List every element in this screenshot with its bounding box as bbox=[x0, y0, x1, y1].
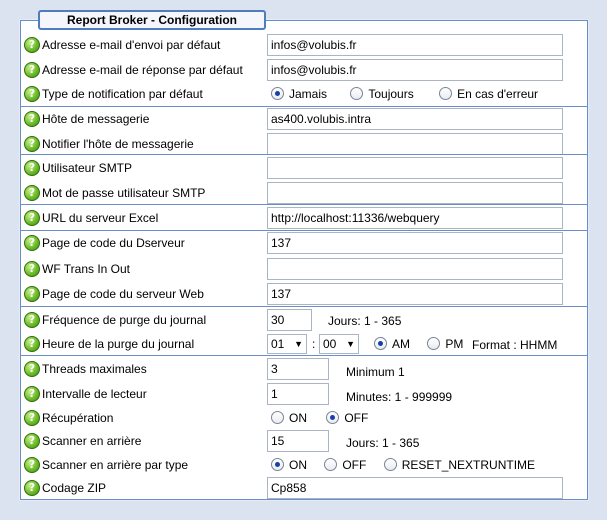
notification-type-label: Type de notification par défaut bbox=[42, 87, 203, 101]
divider bbox=[21, 204, 587, 205]
help-icon[interactable]: ? bbox=[24, 312, 40, 328]
help-icon[interactable]: ? bbox=[24, 37, 40, 53]
help-icon[interactable]: ? bbox=[24, 457, 40, 473]
row-purge-time bbox=[21, 332, 587, 357]
chevron-down-icon: ▼ bbox=[294, 339, 303, 349]
radio-en-cas-erreur[interactable]: En cas d'erreur bbox=[439, 87, 538, 101]
wf-trans-field[interactable] bbox=[267, 258, 563, 280]
background-scan-type-radios bbox=[271, 458, 547, 472]
background-scan-hint: Jours: 1 - 365 bbox=[346, 436, 420, 450]
mail-host-label: Hôte de messagerie bbox=[42, 112, 150, 126]
row-web-codepage bbox=[21, 282, 587, 307]
reply-email-label: Adresse e-mail de réponse par défaut bbox=[42, 63, 243, 77]
radio-scan-off[interactable]: OFF bbox=[324, 458, 366, 472]
help-icon[interactable]: ? bbox=[24, 62, 40, 78]
help-icon[interactable]: ? bbox=[24, 261, 40, 277]
smtp-password-label: Mot de passe utilisateur SMTP bbox=[42, 186, 206, 200]
help-icon[interactable]: ? bbox=[24, 235, 40, 251]
max-threads-label: Threads maximales bbox=[42, 362, 147, 376]
help-icon[interactable]: ? bbox=[24, 160, 40, 176]
radio-scan-on[interactable]: ON bbox=[271, 458, 307, 472]
help-icon[interactable]: ? bbox=[24, 410, 40, 426]
sender-email-label: Adresse e-mail d'envoi par défaut bbox=[42, 38, 221, 52]
row-mail-host bbox=[21, 107, 587, 132]
radio-scan-reset[interactable]: RESET_NEXTRUNTIME bbox=[384, 458, 535, 472]
help-icon[interactable]: ? bbox=[24, 136, 40, 152]
smtp-user-field[interactable] bbox=[267, 157, 563, 179]
help-icon[interactable]: ? bbox=[24, 336, 40, 352]
row-sender-email bbox=[21, 33, 587, 58]
recovery-label: Récupération bbox=[42, 411, 114, 425]
web-codepage-field[interactable]: 137 bbox=[267, 283, 563, 305]
time-separator: : bbox=[312, 337, 316, 351]
purge-time-label: Heure de la purge du journal bbox=[42, 337, 195, 351]
help-icon[interactable]: ? bbox=[24, 185, 40, 201]
web-codepage-label: Page de code du serveur Web bbox=[42, 287, 204, 301]
zip-encoding-label: Codage ZIP bbox=[42, 481, 107, 495]
purge-frequency-field[interactable]: 30 bbox=[267, 309, 312, 331]
zip-encoding-field[interactable]: Cp858 bbox=[267, 477, 563, 499]
row-background-scan bbox=[21, 429, 587, 454]
radio-toujours[interactable]: Toujours bbox=[350, 87, 413, 101]
help-icon[interactable]: ? bbox=[24, 480, 40, 496]
reply-email-field[interactable]: infos@volubis.fr bbox=[267, 59, 563, 81]
sender-email-field[interactable]: infos@volubis.fr bbox=[267, 34, 563, 56]
row-dserver-codepage bbox=[21, 231, 587, 256]
max-threads-hint: Minimum 1 bbox=[346, 365, 405, 379]
row-reply-email bbox=[21, 58, 587, 83]
row-max-threads bbox=[21, 357, 587, 382]
divider bbox=[21, 355, 587, 356]
purge-time-hint: Format : HHMM bbox=[472, 338, 558, 352]
reader-interval-field[interactable]: 1 bbox=[267, 383, 329, 405]
help-icon[interactable]: ? bbox=[24, 286, 40, 302]
help-icon[interactable]: ? bbox=[24, 386, 40, 402]
reader-interval-label: Intervalle de lecteur bbox=[42, 387, 147, 401]
row-purge-frequency bbox=[21, 308, 587, 333]
section-title: Report Broker - Configuration bbox=[38, 10, 266, 30]
radio-pm[interactable]: PM bbox=[427, 337, 463, 351]
dserver-codepage-field[interactable]: 137 bbox=[267, 232, 563, 254]
recovery-radios bbox=[271, 411, 380, 425]
mail-host-field[interactable]: as400.volubis.intra bbox=[267, 108, 563, 130]
background-scan-type-label: Scanner en arrière par type bbox=[42, 458, 189, 472]
max-threads-field[interactable]: 3 bbox=[267, 358, 329, 380]
help-icon[interactable]: ? bbox=[24, 433, 40, 449]
row-recovery bbox=[21, 406, 587, 431]
row-notification-type bbox=[21, 82, 587, 107]
wf-trans-label: WF Trans In Out bbox=[42, 262, 131, 276]
background-scan-field[interactable]: 15 bbox=[267, 430, 329, 452]
notification-type-radios bbox=[271, 87, 550, 101]
help-icon[interactable]: ? bbox=[24, 86, 40, 102]
excel-url-field[interactable]: http://localhost:11336/webquery bbox=[267, 207, 563, 229]
background-scan-label: Scanner en arrière bbox=[42, 434, 142, 448]
smtp-password-field[interactable] bbox=[267, 182, 563, 204]
am-pm-radios bbox=[374, 337, 475, 351]
row-background-scan-type bbox=[21, 453, 587, 478]
excel-url-label: URL du serveur Excel bbox=[42, 211, 159, 225]
radio-recovery-off[interactable]: OFF bbox=[326, 411, 368, 425]
purge-hour-select[interactable]: 01 ▼ bbox=[267, 334, 307, 354]
row-reader-interval bbox=[21, 382, 587, 407]
row-wf-trans bbox=[21, 257, 587, 282]
help-icon[interactable]: ? bbox=[24, 111, 40, 127]
row-zip-encoding bbox=[21, 476, 587, 501]
divider bbox=[21, 306, 587, 307]
radio-recovery-on[interactable]: ON bbox=[271, 411, 307, 425]
notify-mail-host-field[interactable] bbox=[267, 133, 563, 155]
radio-jamais[interactable]: Jamais bbox=[271, 87, 327, 101]
row-smtp-user bbox=[21, 156, 587, 181]
help-icon[interactable]: ? bbox=[24, 361, 40, 377]
reader-interval-hint: Minutes: 1 - 999999 bbox=[346, 390, 453, 404]
divider bbox=[21, 154, 587, 155]
row-smtp-password bbox=[21, 181, 587, 206]
help-icon[interactable]: ? bbox=[24, 210, 40, 226]
purge-frequency-hint: Jours: 1 - 365 bbox=[328, 314, 402, 328]
smtp-user-label: Utilisateur SMTP bbox=[42, 161, 133, 175]
chevron-down-icon: ▼ bbox=[346, 339, 355, 349]
notify-mail-host-label: Notifier l'hôte de messagerie bbox=[42, 137, 194, 151]
purge-frequency-label: Fréquence de purge du journal bbox=[42, 313, 207, 327]
radio-am[interactable]: AM bbox=[374, 337, 410, 351]
configuration-panel bbox=[20, 20, 588, 500]
row-excel-url bbox=[21, 206, 587, 231]
dserver-codepage-label: Page de code du Dserveur bbox=[42, 236, 185, 250]
purge-minute-select[interactable]: 00 ▼ bbox=[319, 334, 359, 354]
